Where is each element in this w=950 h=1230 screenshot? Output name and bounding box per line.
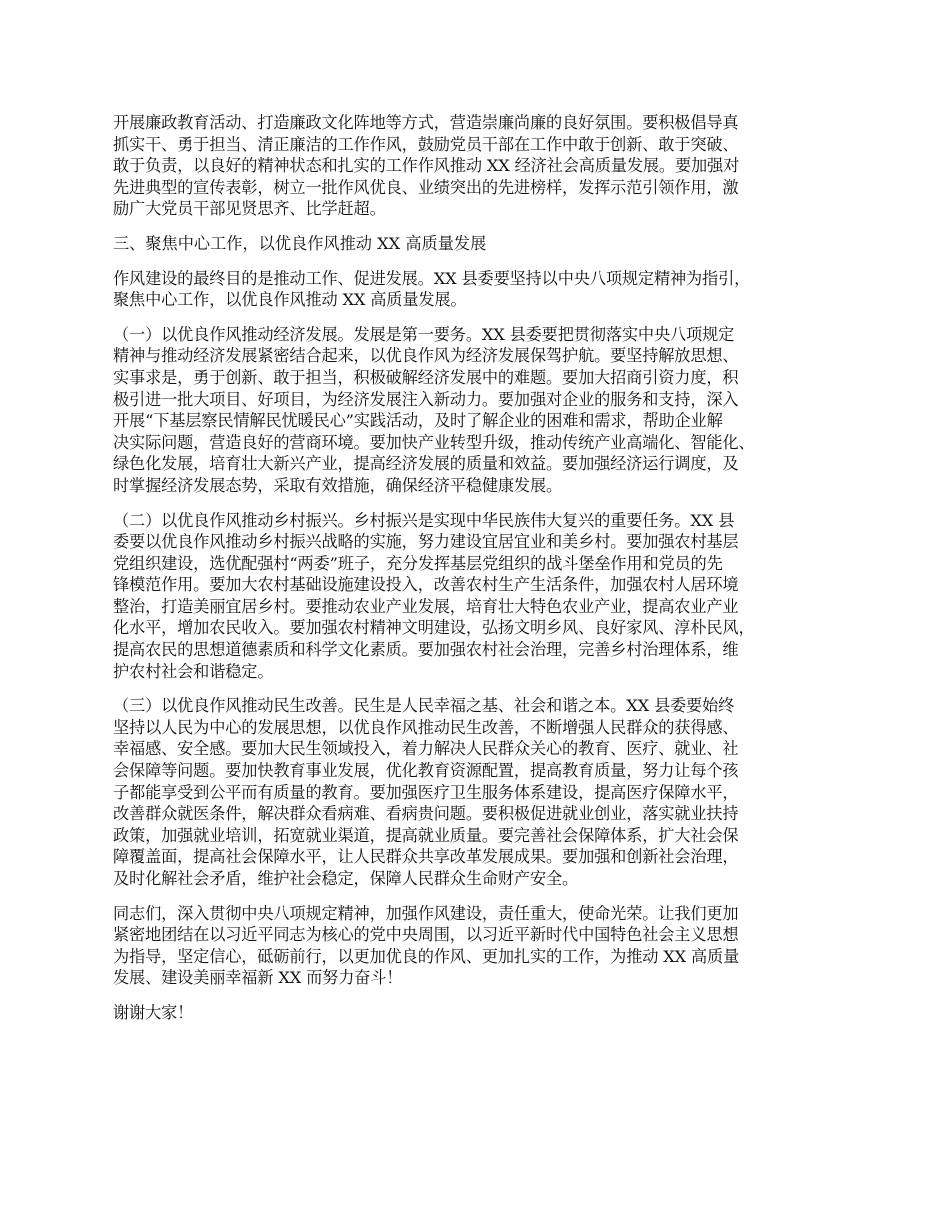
section-heading-three bbox=[113, 233, 873, 255]
text-line: 时掌握经济发展态势，采取有效措施，确保经济平稳健康发展。 bbox=[113, 475, 563, 495]
text-line: 聚焦中心工作，以优良作风推动 XX 高质量发展。 bbox=[113, 290, 467, 310]
text-line: 护农村社会和谐稳定。 bbox=[113, 661, 274, 681]
text-line: 发展、建设美丽幸福新 XX 而努力奋斗！ bbox=[113, 968, 403, 988]
paragraph-section-intro bbox=[113, 268, 873, 311]
text-line: 实事求是，勇于创新、敢于担当，积极破解经济发展中的难题。要加大招商引资力度，积 bbox=[113, 367, 739, 387]
text-line: 作风建设的最终目的是推动工作、促进发展。XX 县委要坚持以中央八项规定精神为指引， bbox=[113, 268, 751, 288]
heading-text: 三、聚焦中心工作，以优良作风推动 XX 高质量发展 bbox=[113, 233, 487, 253]
text-line: （二）以优良作风推动乡村振兴。乡村振兴是实现中华民族伟大复兴的重要任务。XX 县 bbox=[113, 510, 735, 530]
paragraph-rural-revitalization bbox=[113, 510, 873, 683]
text-line: 敢于负责，以良好的精神状态和扎实的工作作风推动 XX 经济社会高质量发展。要加强对 bbox=[113, 156, 740, 176]
text-line: 政策，加强就业培训，拓宽就业渠道，提高就业质量。要完善社会保障体系，扩大社会保 bbox=[113, 825, 739, 845]
text-line: 及时化解社会矛盾，维护社会稳定，保障人民群众生命财产安全。 bbox=[113, 869, 579, 888]
text-line: 党组织建设，选优配强村“两委”班子，充分发挥基层党组织的战斗堡垒作用和党员的先 bbox=[113, 553, 723, 573]
text-line: 决实际问题，营造良好的营商环境。要加快产业转型升级，推动传统产业高端化、智能化、 bbox=[113, 432, 755, 452]
paragraph-conclusion bbox=[113, 903, 873, 989]
text-line: 会保障等问题。要加快教育事业发展，优化教育资源配置，提高教育质量，努力让每个孩 bbox=[113, 761, 739, 781]
text-line: 谢谢大家！ bbox=[113, 1002, 194, 1022]
text-line: 开展“下基层察民情解民忧暖民心”实践活动，及时了解企业的困难和需求，帮助企业解 bbox=[113, 411, 723, 431]
text-line: （一）以优良作风推动经济发展。发展是第一要务。XX 县委要把贯彻落实中央八项规定 bbox=[113, 324, 735, 344]
text-line: 化水平，增加农民收入。要加强农村精神文明建设，弘扬文明乡风、良好家风、淳朴民风， bbox=[113, 618, 755, 638]
text-line: 开展廉政教育活动、打造廉政文化阵地等方式，营造崇廉尚廉的良好氛围。要积极倡导真 bbox=[113, 113, 739, 132]
text-line: 励广大党员干部见贤思齐、比学赶超。 bbox=[113, 199, 386, 219]
text-line: 锋模范作用。要加大农村基础设施建设投入，改善农村生产生活条件，加强农村人居环境 bbox=[113, 575, 739, 595]
text-line: 坚持以人民为中心的发展思想，以优良作风推动民生改善，不断增强人民群众的获得感、 bbox=[113, 717, 739, 737]
text-line: 改善群众就医条件，解决群众看病难、看病贵问题。要积极促进就业创业，落实就业扶持 bbox=[113, 804, 739, 824]
text-line: 障覆盖面，提高社会保障水平，让人民群众共享改革发展成果。要加强和创新社会治理， bbox=[113, 847, 739, 867]
text-line: 为指导，坚定信心，砥砺前行，以更加优良的作风、更加扎实的工作，为推动 XX 高质量 bbox=[113, 946, 740, 966]
text-line: 极引进一批大项目、好项目，为经济发展注入新动力。要加强对企业的服务和支持，深入 bbox=[113, 389, 739, 409]
text-line: 抓实干、勇于担当、清正廉洁的工作作风，鼓励党员干部在工作中敢于创新、敢于突破、 bbox=[113, 134, 739, 154]
text-line: 幸福感、安全感。要加大民生领域投入，着力解决人民群众关心的教育、医疗、就业、社 bbox=[113, 739, 739, 759]
text-line: 委要以优良作风推动乡村振兴战略的实施，努力建设宜居宜业和美乡村。要加强农村基层 bbox=[113, 532, 739, 552]
paragraph-closing-thanks bbox=[113, 1002, 873, 1024]
text-line: 精神与推动经济发展紧密结合起来，以优良作风为经济发展保驾护航。要坚持解放思想、 bbox=[113, 346, 739, 366]
text-line: 紧密地团结在以习近平同志为核心的党中央周围，以习近平新时代中国特色社会主义思想 bbox=[113, 925, 739, 945]
text-line: 整治，打造美丽宜居乡村。要推动农业产业发展，培育壮大特色农业产业，提高农业产业 bbox=[113, 596, 739, 616]
paragraph-economic-development bbox=[113, 324, 873, 497]
text-line: （三）以优良作风推动民生改善。民生是人民幸福之基、社会和谐之本。XX 县委要始终 bbox=[113, 696, 735, 716]
paragraph-integrity-culture bbox=[113, 112, 873, 220]
text-line: 提高农民的思想道德素质和科学文化素质。要加强农村社会治理，完善乡村治理体系，维 bbox=[113, 640, 739, 660]
paragraph-livelihood-improvement bbox=[113, 695, 873, 889]
text-line: 先进典型的宣传表彰，树立一批作风优良、业绩突出的先进榜样，发挥示范引领作用，激 bbox=[113, 177, 739, 197]
text-line: 子都能享受到公平而有质量的教育。要加强医疗卫生服务体系建设，提高医疗保障水平， bbox=[113, 782, 739, 802]
document-page bbox=[113, 112, 873, 1037]
text-line: 同志们，深入贯彻中央八项规定精神，加强作风建设，责任重大，使命光荣。让我们更加 bbox=[113, 903, 739, 923]
text-line: 绿色化发展，培育壮大新兴产业，提高经济发展的质量和效益。要加强经济运行调度，及 bbox=[113, 454, 739, 474]
